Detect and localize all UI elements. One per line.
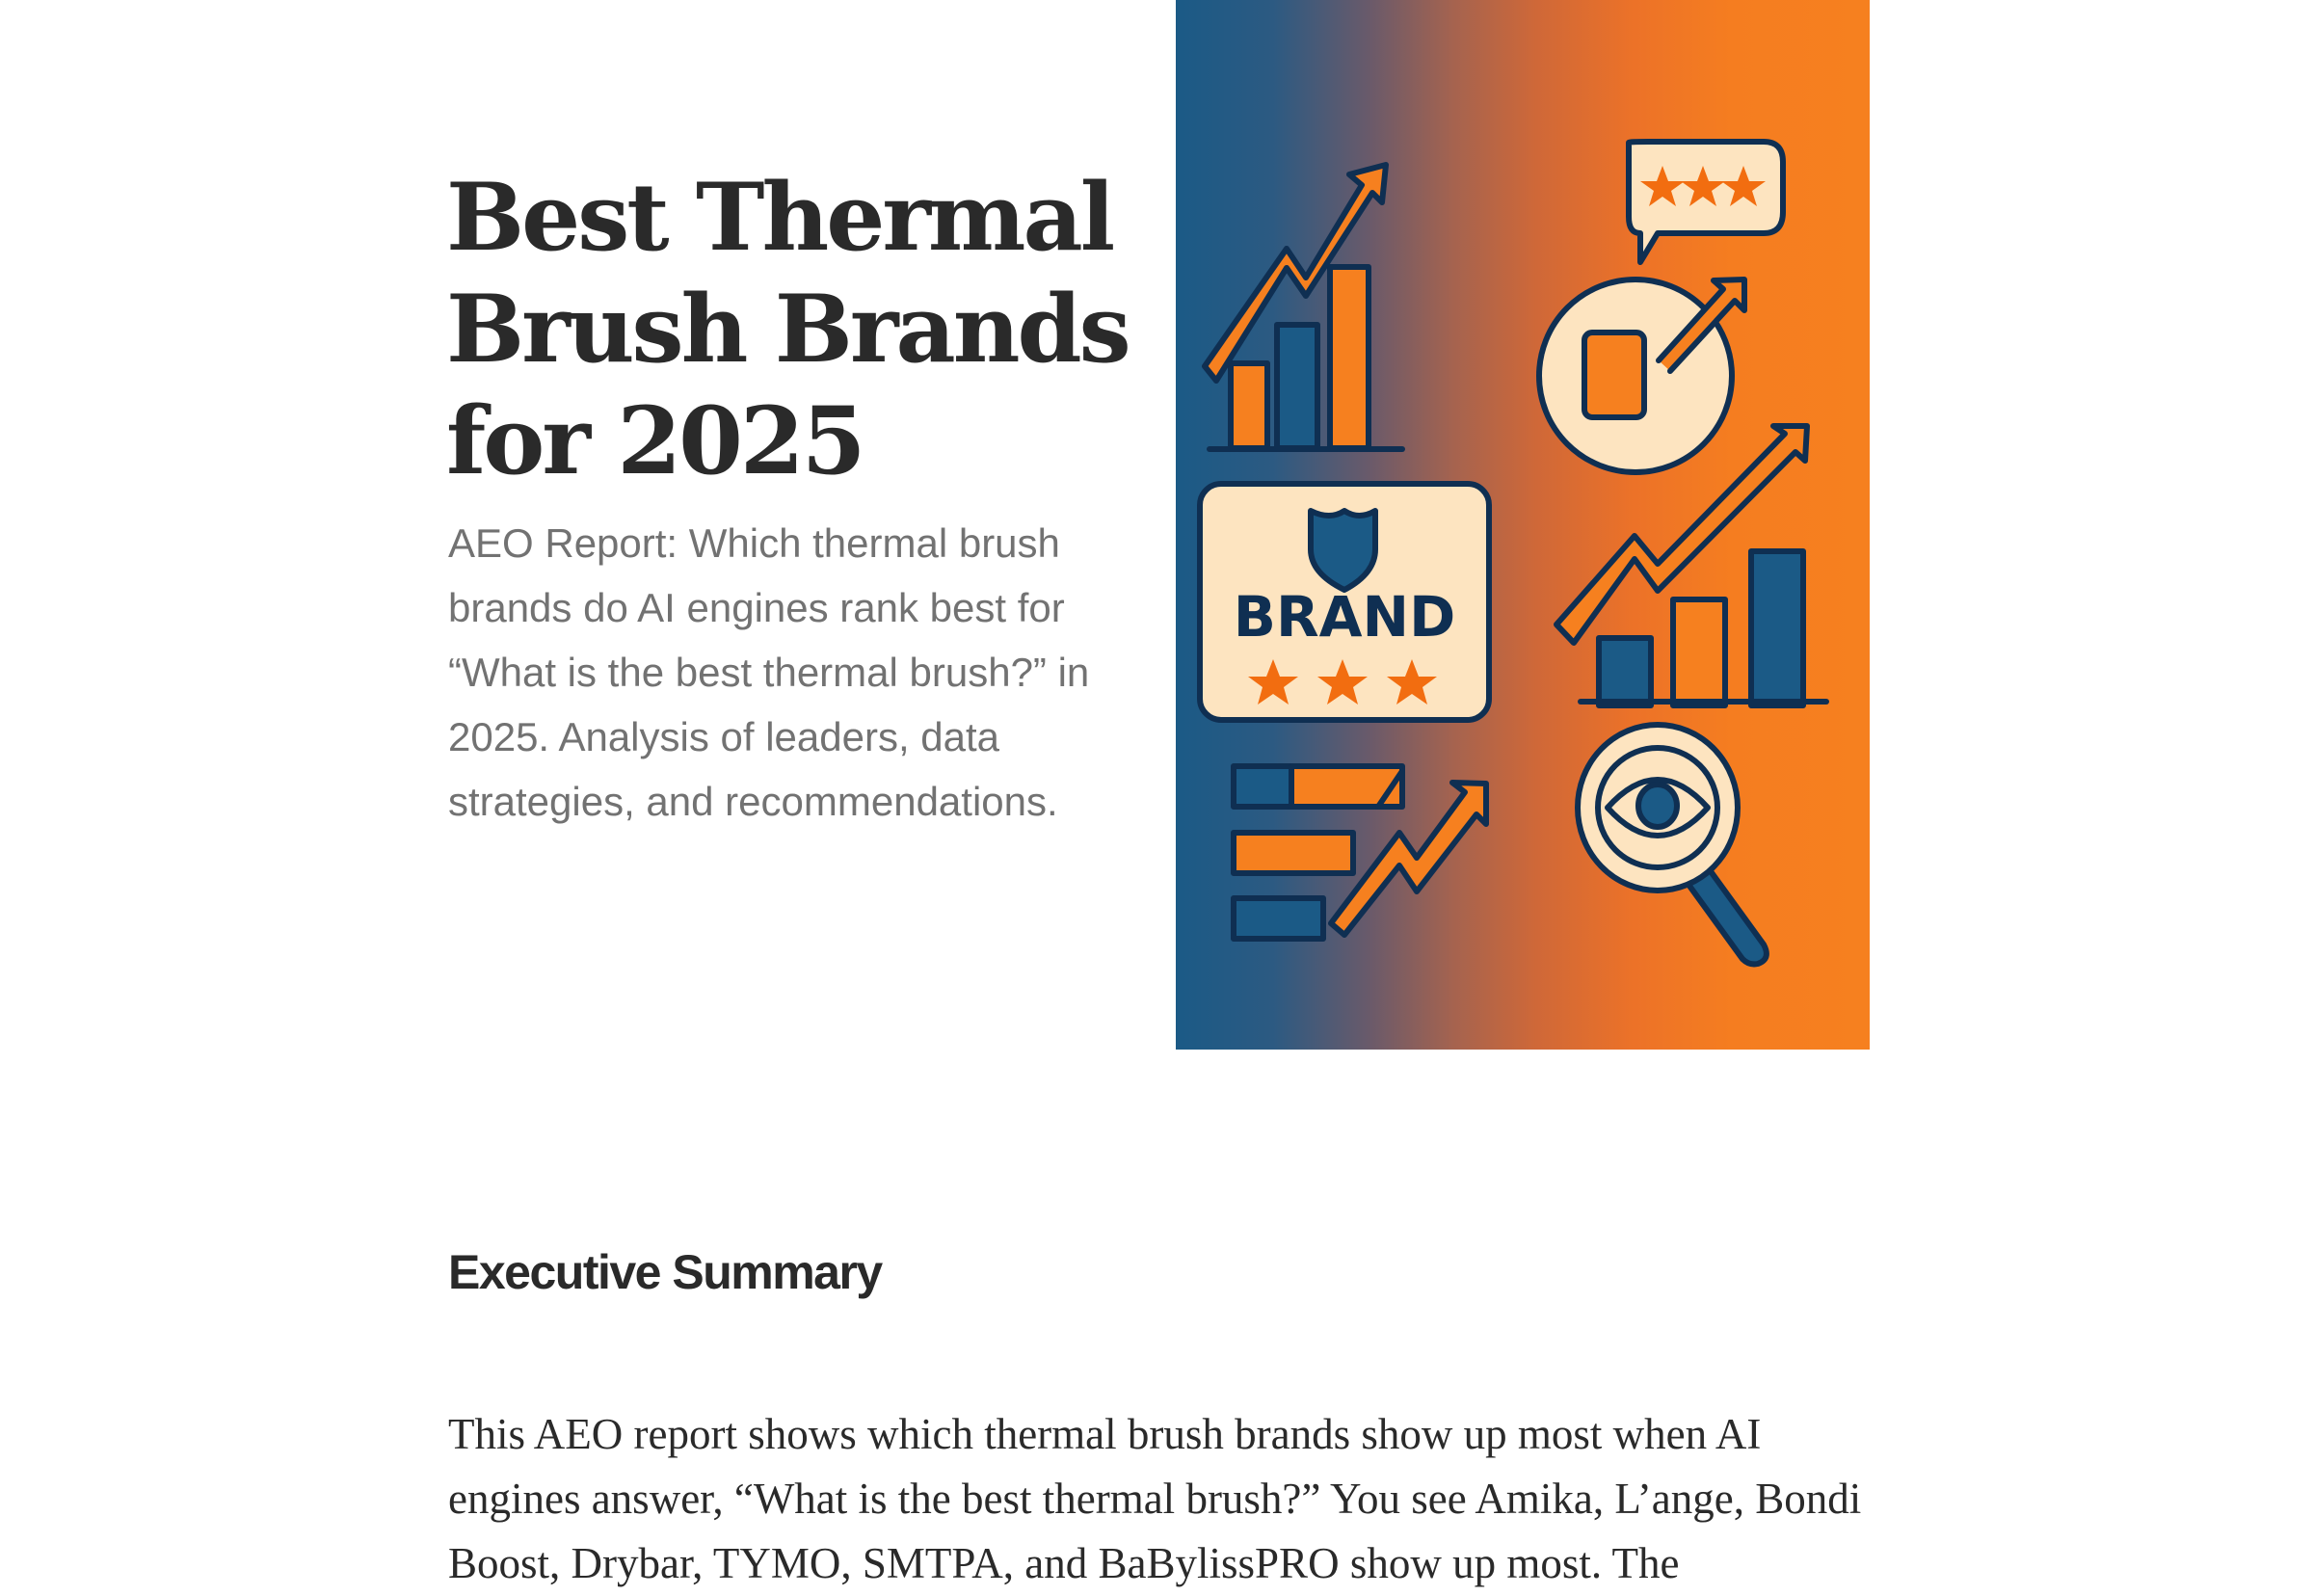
bar-chart-growth-icon: [1205, 165, 1402, 449]
executive-summary-paragraph: This AEO report shows which thermal brush brands show up most when AI engines answer, “What is the best thermal brush?” You see Amika, L’ange, Bondi Boost, Drybar, TYMO, SMTPA, and BaBylissPRO show up most. The: [448, 1410, 1862, 1587]
executive-summary-heading: Executive Summary: [448, 1245, 882, 1299]
svg-text:BRAND: BRAND: [1233, 584, 1456, 650]
growth-circle-icon: [1539, 279, 1744, 472]
page-subtitle: AEO Report: Which thermal brush brands do AI engines rank best for “What is the best thermal brush?” in 2025. Analysis of leaders, data strategies, and recommendations.: [448, 520, 1090, 824]
bar-chart-trend-icon: [1556, 426, 1826, 705]
rating-speech-bubble-icon: [1629, 142, 1783, 262]
brand-shield-badge-icon: [1200, 484, 1489, 720]
magnifier-eye-icon: [1578, 725, 1767, 964]
horizontal-bars-icon: [1234, 766, 1402, 939]
page-title: Best Thermal Brush Brands for 2025: [446, 163, 1129, 495]
hero-illustration: [1176, 0, 1870, 1050]
